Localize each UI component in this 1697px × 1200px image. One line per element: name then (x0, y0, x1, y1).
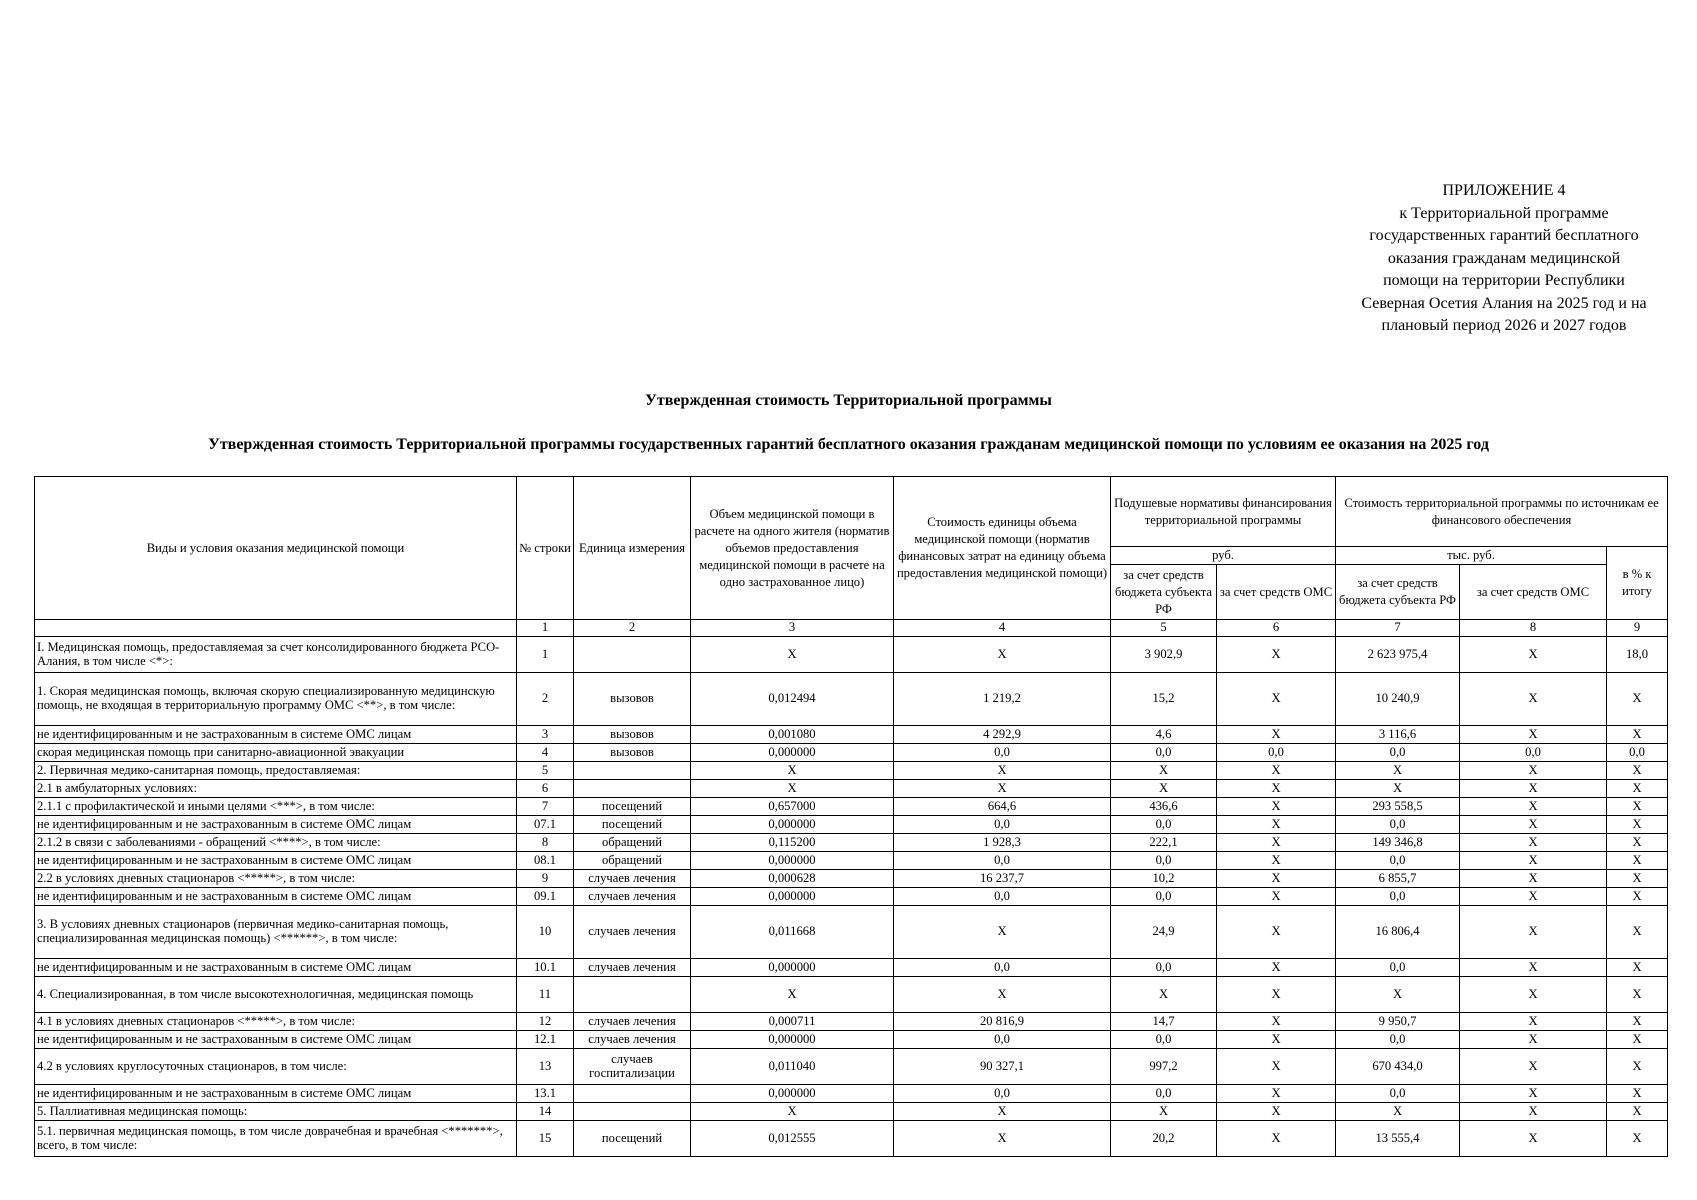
cell-tc-oms: X (1460, 780, 1607, 798)
table-row (35, 834, 1668, 852)
cell-pc-oms: X (1217, 1049, 1336, 1085)
cell-pc-budget: 0,0 (1111, 852, 1217, 870)
cell-unit-cost: 0,0 (894, 1031, 1111, 1049)
cell-tc-budget: 0,0 (1336, 1085, 1460, 1103)
cell-row-no: 10 (517, 906, 574, 959)
table-row (35, 816, 1668, 834)
cell-percent: X (1607, 834, 1668, 852)
cell-row-no: 12 (517, 1013, 574, 1031)
cell-percent: X (1607, 1031, 1668, 1049)
cell-tc-oms: X (1460, 1049, 1607, 1085)
cell-unit-cost: 90 327,1 (894, 1049, 1111, 1085)
cell-pc-budget: X (1111, 762, 1217, 780)
table-row (35, 1013, 1668, 1031)
table-row (35, 888, 1668, 906)
cell-row-no: 07.1 (517, 816, 574, 834)
cell-kind: 3. В условиях дневных стационаров (первичная медико-санитарная помощь, специализированная медицинская помощь) <******>, в том числе: (35, 906, 517, 959)
cell-unit: посещений (574, 816, 691, 834)
cell-row-no: 1 (517, 637, 574, 673)
cell-pc-budget: 20,2 (1111, 1121, 1217, 1157)
cell-kind: не идентифицированным и не застрахованным в системе ОМС лицам (35, 726, 517, 744)
cell-kind: 2.1 в амбулаторных условиях: (35, 780, 517, 798)
cell-unit: случаев лечения (574, 888, 691, 906)
table-row (35, 762, 1668, 780)
col-number: 9 (1607, 620, 1668, 637)
cell-pc-oms: X (1217, 834, 1336, 852)
cell-pc-budget: 997,2 (1111, 1049, 1217, 1085)
cell-unit (574, 637, 691, 673)
cell-pc-oms: 0,0 (1217, 744, 1336, 762)
cell-row-no: 5 (517, 762, 574, 780)
cell-row-no: 12.1 (517, 1031, 574, 1049)
cell-tc-budget: 0,0 (1336, 816, 1460, 834)
cell-unit: обращений (574, 852, 691, 870)
cell-unit-cost: 0,0 (894, 959, 1111, 977)
cell-volume: 0,012555 (691, 1121, 894, 1157)
cell-pc-budget: 222,1 (1111, 834, 1217, 852)
cell-tc-oms: X (1460, 673, 1607, 726)
cell-tc-budget: 6 855,7 (1336, 870, 1460, 888)
cell-volume: 0,115200 (691, 834, 894, 852)
table-row (35, 1085, 1668, 1103)
cell-volume: 0,012494 (691, 673, 894, 726)
cell-tc-budget: 0,0 (1336, 888, 1460, 906)
table-row (35, 673, 1668, 726)
cell-unit: случаев лечения (574, 906, 691, 959)
cell-pc-budget: 3 902,9 (1111, 637, 1217, 673)
cell-pc-budget: 4,6 (1111, 726, 1217, 744)
cell-tc-budget: 670 434,0 (1336, 1049, 1460, 1085)
cell-unit-cost: X (894, 977, 1111, 1013)
header-volume: Объем медицинской помощи в расчете на одного жителя (норматив объемов предоставления медицинской помощи в расчете на одно застрахованное лицо) (691, 477, 894, 620)
appendix-line: плановый период 2026 и 2027 годов (1381, 317, 1627, 334)
cell-percent: X (1607, 888, 1668, 906)
header-tc-budget: за счет средств бюджета субъекта РФ (1336, 565, 1460, 620)
cell-unit (574, 762, 691, 780)
appendix-line: к Территориальной программе (1399, 204, 1609, 222)
appendix-line: помощи на территории Республики (1383, 272, 1625, 289)
cell-percent: X (1607, 780, 1668, 798)
cell-unit: обращений (574, 834, 691, 852)
cell-row-no: 9 (517, 870, 574, 888)
cell-volume: 0,657000 (691, 798, 894, 816)
cell-percent: X (1607, 1121, 1668, 1157)
cell-unit-cost: 0,0 (894, 744, 1111, 762)
cell-tc-budget: 0,0 (1336, 744, 1460, 762)
cell-tc-budget: X (1336, 780, 1460, 798)
cell-kind: не идентифицированным и не застрахованным в системе ОМС лицам (35, 888, 517, 906)
cell-tc-budget: 13 555,4 (1336, 1121, 1460, 1157)
cell-percent: X (1607, 816, 1668, 834)
cell-volume: 0,000000 (691, 959, 894, 977)
cell-pc-budget: 24,9 (1111, 906, 1217, 959)
table-row (35, 1031, 1668, 1049)
cell-row-no: 13.1 (517, 1085, 574, 1103)
cell-unit: случаев лечения (574, 959, 691, 977)
cell-pc-budget: 0,0 (1111, 1031, 1217, 1049)
cell-unit-cost: 664,6 (894, 798, 1111, 816)
cell-row-no: 11 (517, 977, 574, 1013)
cell-volume: 0,000000 (691, 888, 894, 906)
cell-volume: 0,000000 (691, 1031, 894, 1049)
cell-unit-cost: 0,0 (894, 888, 1111, 906)
cell-unit-cost: 4 292,9 (894, 726, 1111, 744)
cell-volume: 0,011668 (691, 906, 894, 959)
table-row (35, 906, 1668, 959)
appendix-line: Северная Осетия Алания на 2025 год и на (1361, 294, 1647, 312)
header-unit-cost: Стоимость единицы объема медицинской помощи (норматив финансовых затрат на единицу объема предоставления медицинской помощи) (894, 477, 1111, 620)
cell-pc-budget: 0,0 (1111, 744, 1217, 762)
cell-pc-oms: X (1217, 798, 1336, 816)
cell-unit-cost: X (894, 1103, 1111, 1121)
cell-percent: X (1607, 1103, 1668, 1121)
cell-percent: X (1607, 762, 1668, 780)
cell-row-no: 8 (517, 834, 574, 852)
cell-pc-oms: X (1217, 762, 1336, 780)
cell-pc-oms: X (1217, 1121, 1336, 1157)
header-unit: Единица измерения (574, 477, 691, 620)
cell-kind: скорая медицинская помощь при санитарно-авиационной эвакуации (35, 744, 517, 762)
header-kind: Виды и условия оказания медицинской помощи (35, 477, 517, 620)
cell-pc-budget: 0,0 (1111, 1085, 1217, 1103)
cell-volume: 0,001080 (691, 726, 894, 744)
table-row (35, 977, 1668, 1013)
cell-unit: случаев лечения (574, 1031, 691, 1049)
cell-unit-cost: 1 928,3 (894, 834, 1111, 852)
cell-row-no: 3 (517, 726, 574, 744)
cell-pc-oms: X (1217, 726, 1336, 744)
cost-table (34, 476, 1668, 1157)
cell-tc-budget: 149 346,8 (1336, 834, 1460, 852)
cell-tc-oms: X (1460, 959, 1607, 977)
cell-kind: 5.1. первичная медицинская помощь, в том числе доврачебная и врачебная <*******>, всего, в том числе: (35, 1121, 517, 1157)
cell-tc-oms: X (1460, 726, 1607, 744)
cell-pc-oms: X (1217, 977, 1336, 1013)
cell-percent: X (1607, 959, 1668, 977)
cell-volume: 0,000000 (691, 852, 894, 870)
cell-kind: I. Медицинская помощь, предоставляемая за счет консолидированного бюджета РСО-Алания, в том числе <*>: (35, 637, 517, 673)
table-row (35, 852, 1668, 870)
cell-percent: X (1607, 870, 1668, 888)
cell-unit-cost: X (894, 637, 1111, 673)
cell-percent: X (1607, 852, 1668, 870)
cell-unit: случаев лечения (574, 870, 691, 888)
cell-volume: X (691, 977, 894, 1013)
cell-row-no: 13 (517, 1049, 574, 1085)
table-row (35, 1103, 1668, 1121)
cell-unit: случаев госпитализации (574, 1049, 691, 1085)
cell-unit (574, 977, 691, 1013)
cell-percent: X (1607, 1013, 1668, 1031)
cell-pc-budget: 436,6 (1111, 798, 1217, 816)
cell-pc-oms: X (1217, 906, 1336, 959)
cell-unit-cost: 0,0 (894, 1085, 1111, 1103)
table-title: Утвержденная стоимость Территориальной программы государственных гарантий бесплатного оказания гражданам медицинской помощи по условиям ее оказания на 2025 год (208, 436, 1489, 453)
cell-tc-budget: 16 806,4 (1336, 906, 1460, 959)
cell-pc-budget: 0,0 (1111, 816, 1217, 834)
cell-row-no: 08.1 (517, 852, 574, 870)
cell-row-no: 10.1 (517, 959, 574, 977)
table-row (35, 726, 1668, 744)
cell-tc-budget: 0,0 (1336, 959, 1460, 977)
cell-unit-cost: 0,0 (894, 852, 1111, 870)
cell-pc-oms: X (1217, 870, 1336, 888)
cell-volume: 0,000711 (691, 1013, 894, 1031)
appendix-line: оказания гражданам медицинской (1387, 249, 1621, 267)
header-percent: в % к итогу (1607, 547, 1668, 620)
cell-volume: 0,000000 (691, 816, 894, 834)
header-rub: руб. (1111, 547, 1336, 565)
cell-unit: посещений (574, 798, 691, 816)
cell-percent: X (1607, 906, 1668, 959)
header-per-capita: Подушевые нормативы финансирования территориальной программы (1111, 477, 1336, 547)
cell-tc-oms: X (1460, 1121, 1607, 1157)
cell-unit-cost: X (894, 906, 1111, 959)
appendix-line: ПРИЛОЖЕНИЕ 4 (1442, 182, 1566, 199)
col-number-blank (35, 620, 517, 637)
cell-kind: не идентифицированным и не застрахованным в системе ОМС лицам (35, 959, 517, 977)
appendix-line: государственных гарантий бесплатного (1369, 227, 1639, 244)
table-row (35, 744, 1668, 762)
cell-kind: 4.1 в условиях дневных стационаров <*****>, в том числе: (35, 1013, 517, 1031)
cell-row-no: 6 (517, 780, 574, 798)
cell-unit (574, 780, 691, 798)
col-number: 7 (1336, 620, 1460, 637)
cell-volume: X (691, 637, 894, 673)
cell-tc-budget: X (1336, 1103, 1460, 1121)
cell-percent: 0,0 (1607, 744, 1668, 762)
cell-percent: X (1607, 1049, 1668, 1085)
cell-volume: 0,000628 (691, 870, 894, 888)
cell-kind: 1. Скорая медицинская помощь, включая скорую специализированную медицинскую помощь, не входящая в территориальную программу ОМС <**>, в том числе: (35, 673, 517, 726)
header-row-no: № строки (517, 477, 574, 620)
header-thous-rub: тыс. руб. (1336, 547, 1607, 565)
cell-tc-budget: 10 240,9 (1336, 673, 1460, 726)
cell-kind: не идентифицированным и не застрахованным в системе ОМС лицам (35, 1031, 517, 1049)
cell-pc-budget: 14,7 (1111, 1013, 1217, 1031)
cell-kind: не идентифицированным и не застрахованным в системе ОМС лицам (35, 816, 517, 834)
cell-tc-oms: X (1460, 834, 1607, 852)
cell-kind: 2.1.2 в связи с заболеваниями - обращений <****>, в том числе: (35, 834, 517, 852)
cell-pc-oms: X (1217, 637, 1336, 673)
cell-row-no: 4 (517, 744, 574, 762)
cell-tc-oms: X (1460, 637, 1607, 673)
cell-pc-oms: X (1217, 1031, 1336, 1049)
cell-kind: 4. Специализированная, в том числе высокотехнологичная, медицинская помощь (35, 977, 517, 1013)
cell-row-no: 2 (517, 673, 574, 726)
cell-pc-oms: X (1217, 1103, 1336, 1121)
cell-unit (574, 1085, 691, 1103)
cell-unit (574, 1103, 691, 1121)
cell-kind: 5. Паллиативная медицинская помощь: (35, 1103, 517, 1121)
col-number: 2 (574, 620, 691, 637)
table-row (35, 1121, 1668, 1157)
cell-kind: 2.2 в условиях дневных стационаров <*****>, в том числе: (35, 870, 517, 888)
cell-tc-budget: X (1336, 977, 1460, 1013)
header-pc-oms: за счет средств ОМС (1217, 565, 1336, 620)
cell-unit-cost: X (894, 1121, 1111, 1157)
cell-unit-cost: 16 237,7 (894, 870, 1111, 888)
cell-pc-oms: X (1217, 1013, 1336, 1031)
cell-percent: X (1607, 977, 1668, 1013)
cell-tc-budget: X (1336, 762, 1460, 780)
cell-tc-budget: 9 950,7 (1336, 1013, 1460, 1031)
cell-pc-oms: X (1217, 959, 1336, 977)
cell-pc-budget: X (1111, 780, 1217, 798)
cell-unit-cost: 20 816,9 (894, 1013, 1111, 1031)
cell-volume: 0,000000 (691, 1085, 894, 1103)
header-tc-oms: за счет средств ОМС (1460, 565, 1607, 620)
header-program-cost: Стоимость территориальной программы по источникам ее финансового обеспечения (1336, 477, 1668, 547)
cell-kind: не идентифицированным и не застрахованным в системе ОМС лицам (35, 852, 517, 870)
table-row (35, 870, 1668, 888)
col-number: 1 (517, 620, 574, 637)
cell-unit-cost: X (894, 780, 1111, 798)
table-row (35, 637, 1668, 673)
cell-volume: X (691, 762, 894, 780)
cell-row-no: 15 (517, 1121, 574, 1157)
cell-tc-oms: X (1460, 977, 1607, 1013)
table-row (35, 798, 1668, 816)
cell-unit-cost: 1 219,2 (894, 673, 1111, 726)
cell-unit: вызовов (574, 726, 691, 744)
cell-row-no: 7 (517, 798, 574, 816)
cell-unit: вызовов (574, 673, 691, 726)
cell-tc-budget: 0,0 (1336, 852, 1460, 870)
cell-pc-budget: 0,0 (1111, 959, 1217, 977)
cell-kind: не идентифицированным и не застрахованным в системе ОМС лицам (35, 1085, 517, 1103)
cell-kind: 2.1.1 с профилактической и иными целями <***>, в том числе: (35, 798, 517, 816)
cell-pc-budget: 0,0 (1111, 888, 1217, 906)
document-title: Утвержденная стоимость Территориальной программы (645, 392, 1052, 409)
cell-tc-budget: 2 623 975,4 (1336, 637, 1460, 673)
cell-pc-oms: X (1217, 888, 1336, 906)
cell-volume: X (691, 1103, 894, 1121)
col-number: 5 (1111, 620, 1217, 637)
cell-tc-oms: X (1460, 888, 1607, 906)
cell-pc-oms: X (1217, 1085, 1336, 1103)
header-pc-budget: за счет средств бюджета субъекта РФ (1111, 565, 1217, 620)
cell-tc-oms: X (1460, 1013, 1607, 1031)
cell-tc-budget: 293 558,5 (1336, 798, 1460, 816)
cell-percent: 18,0 (1607, 637, 1668, 673)
cell-pc-budget: X (1111, 977, 1217, 1013)
cell-percent: X (1607, 726, 1668, 744)
cell-volume: 0,011040 (691, 1049, 894, 1085)
col-number: 6 (1217, 620, 1336, 637)
cell-tc-oms: X (1460, 1085, 1607, 1103)
col-number: 8 (1460, 620, 1607, 637)
cell-percent: X (1607, 673, 1668, 726)
cell-unit: вызовов (574, 744, 691, 762)
cell-pc-oms: X (1217, 673, 1336, 726)
cell-tc-oms: X (1460, 1103, 1607, 1121)
cell-kind: 4.2 в условиях круглосуточных стационаров, в том числе: (35, 1049, 517, 1085)
cell-tc-oms: X (1460, 870, 1607, 888)
cell-tc-oms: 0,0 (1460, 744, 1607, 762)
table-row (35, 959, 1668, 977)
table-row (35, 1049, 1668, 1085)
cell-pc-oms: X (1217, 816, 1336, 834)
cell-percent: X (1607, 798, 1668, 816)
cell-unit: посещений (574, 1121, 691, 1157)
cell-percent: X (1607, 1085, 1668, 1103)
cell-pc-budget: 10,2 (1111, 870, 1217, 888)
cell-row-no: 09.1 (517, 888, 574, 906)
cell-pc-oms: X (1217, 780, 1336, 798)
cell-volume: X (691, 780, 894, 798)
cell-tc-budget: 0,0 (1336, 1031, 1460, 1049)
table-row (35, 780, 1668, 798)
cell-unit-cost: 0,0 (894, 816, 1111, 834)
cell-tc-oms: X (1460, 906, 1607, 959)
cell-tc-oms: X (1460, 798, 1607, 816)
cell-tc-oms: X (1460, 852, 1607, 870)
cell-pc-budget: 15,2 (1111, 673, 1217, 726)
cell-volume: 0,000000 (691, 744, 894, 762)
appendix-block (1339, 180, 1669, 338)
cell-unit-cost: X (894, 762, 1111, 780)
col-number: 4 (894, 620, 1111, 637)
col-number: 3 (691, 620, 894, 637)
cell-tc-oms: X (1460, 816, 1607, 834)
cell-tc-budget: 3 116,6 (1336, 726, 1460, 744)
cell-row-no: 14 (517, 1103, 574, 1121)
cell-tc-oms: X (1460, 762, 1607, 780)
cell-kind: 2. Первичная медико-санитарная помощь, предоставляемая: (35, 762, 517, 780)
cell-tc-oms: X (1460, 1031, 1607, 1049)
cell-pc-budget: X (1111, 1103, 1217, 1121)
cell-unit: случаев лечения (574, 1013, 691, 1031)
cell-pc-oms: X (1217, 852, 1336, 870)
